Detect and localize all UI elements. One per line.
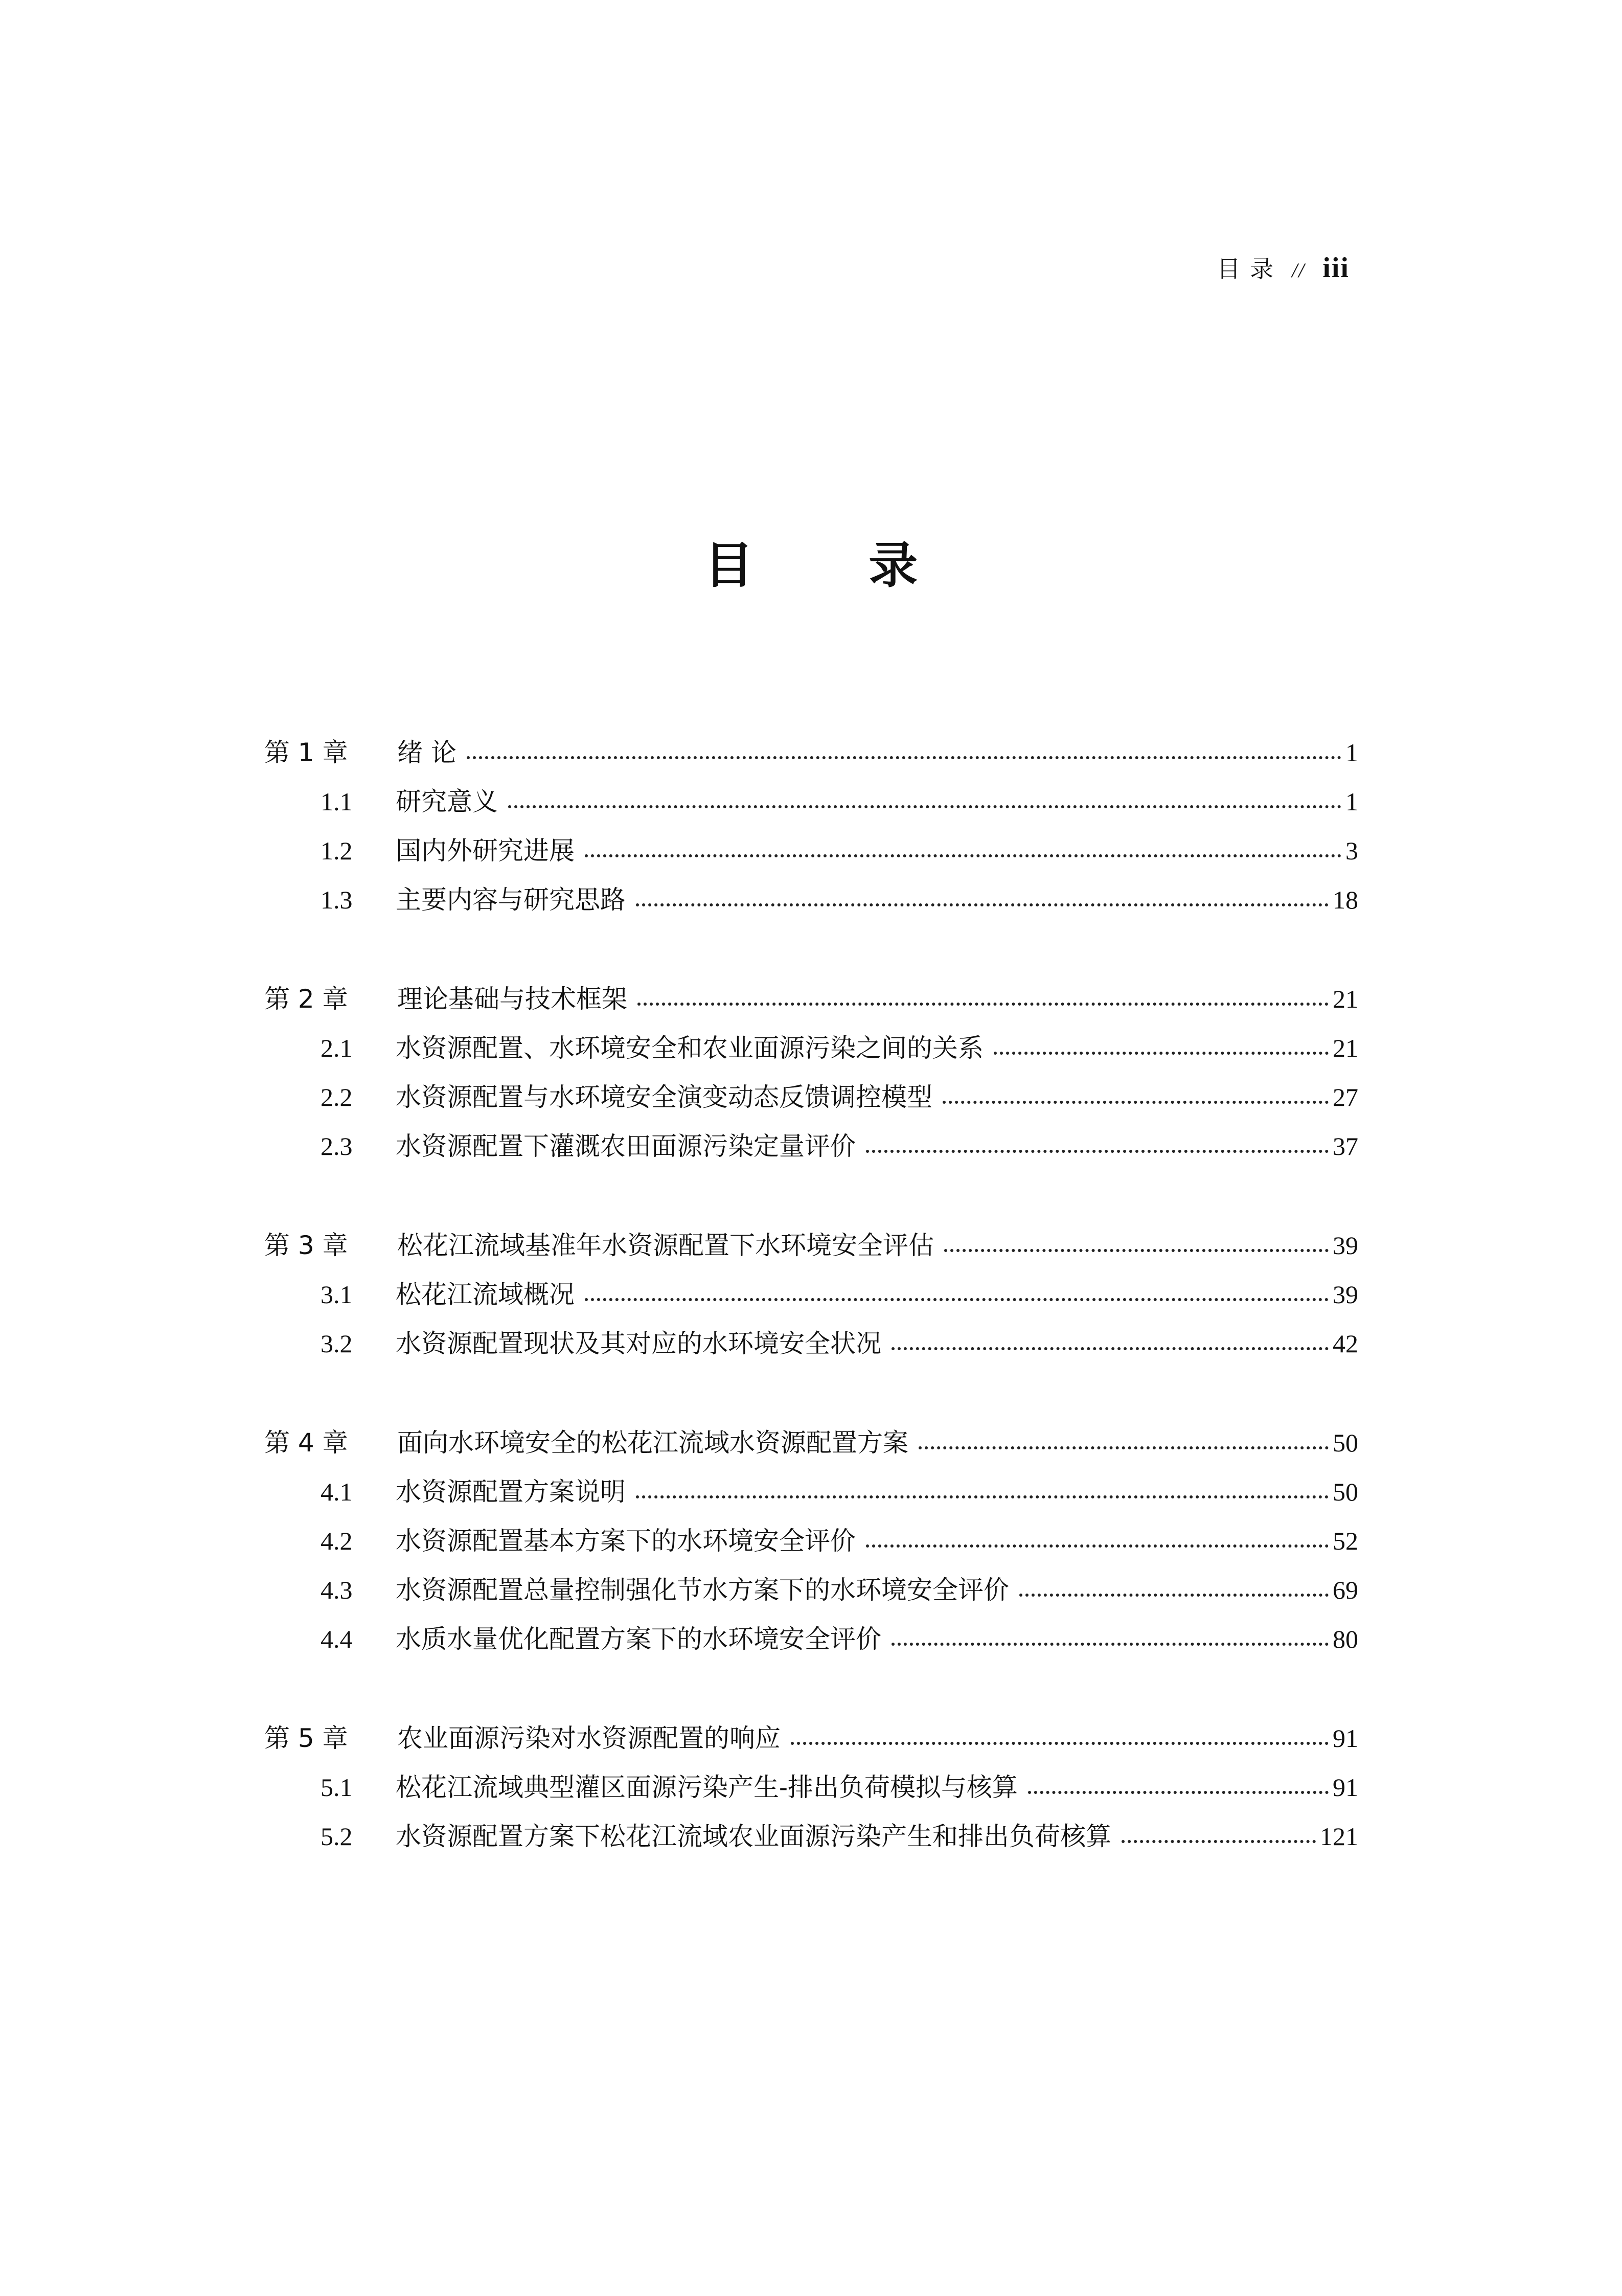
chapter-title: 绪 论 bbox=[397, 738, 456, 767]
toc-section-entry[interactable] bbox=[264, 1763, 1358, 1812]
toc-section-entry[interactable] bbox=[264, 777, 1358, 826]
toc-chapter bbox=[264, 1418, 1358, 1664]
dot-leader bbox=[467, 756, 1341, 759]
dot-leader bbox=[1019, 1593, 1329, 1597]
section-title: 主要内容与研究思路 bbox=[396, 885, 626, 915]
section-page-number: 27 bbox=[1333, 1083, 1358, 1111]
toc-section-entry[interactable] bbox=[264, 1565, 1358, 1615]
dot-leader bbox=[866, 1544, 1329, 1548]
dot-leader bbox=[636, 903, 1329, 906]
section-number: 4.2 bbox=[321, 1527, 353, 1555]
running-header-separator: // bbox=[1292, 259, 1306, 282]
section-number: 2.1 bbox=[321, 1034, 353, 1062]
toc-chapter-entry[interactable] bbox=[264, 728, 1358, 777]
section-page-number: 121 bbox=[1320, 1822, 1358, 1851]
section-number: 5.2 bbox=[321, 1822, 353, 1851]
running-header-section: 目 录 bbox=[1217, 255, 1275, 283]
chapter-number: 第 2 章 bbox=[264, 984, 348, 1014]
chapter-page-number: 50 bbox=[1333, 1428, 1358, 1457]
section-title: 水资源配置总量控制强化节水方案下的水环境安全评价 bbox=[396, 1575, 1009, 1605]
section-title: 水资源配置、水环境安全和农业面源污染之间的关系 bbox=[396, 1033, 984, 1063]
section-title: 水资源配置基本方案下的水环境安全评价 bbox=[396, 1526, 856, 1556]
section-title: 松花江流域概况 bbox=[396, 1280, 575, 1309]
dot-leader bbox=[919, 1446, 1329, 1449]
section-page-number: 52 bbox=[1333, 1527, 1358, 1555]
section-number: 2.2 bbox=[321, 1083, 353, 1111]
toc-chapter-entry[interactable] bbox=[264, 1221, 1358, 1270]
dot-leader bbox=[892, 1347, 1329, 1350]
section-page-number: 1 bbox=[1345, 787, 1358, 816]
toc-section-entry[interactable] bbox=[264, 1122, 1358, 1171]
section-title: 水资源配置方案下松花江流域农业面源污染产生和排出负荷核算 bbox=[396, 1822, 1111, 1851]
section-title: 研究意义 bbox=[396, 787, 498, 816]
running-header bbox=[1217, 251, 1350, 284]
toc-section-entry[interactable] bbox=[264, 1812, 1358, 1861]
page-title: 目 录 bbox=[704, 537, 967, 594]
toc-chapter-entry[interactable] bbox=[264, 974, 1358, 1024]
section-page-number: 42 bbox=[1333, 1329, 1358, 1358]
table-of-contents bbox=[264, 728, 1358, 1911]
section-title: 水资源配置现状及其对应的水环境安全状况 bbox=[396, 1329, 881, 1358]
chapter-page-number: 39 bbox=[1333, 1231, 1358, 1260]
section-title: 水质水量优化配置方案下的水环境安全评价 bbox=[396, 1624, 881, 1654]
chapter-page-number: 91 bbox=[1333, 1724, 1358, 1753]
section-number: 1.2 bbox=[321, 836, 353, 865]
toc-chapter-entry[interactable] bbox=[264, 1714, 1358, 1763]
toc-section-entry[interactable] bbox=[264, 1615, 1358, 1664]
chapter-number: 第 5 章 bbox=[264, 1723, 348, 1753]
section-page-number: 21 bbox=[1333, 1034, 1358, 1062]
dot-leader bbox=[1122, 1839, 1316, 1843]
dot-leader bbox=[636, 1495, 1329, 1498]
toc-section-entry[interactable] bbox=[264, 1319, 1358, 1368]
chapter-title: 面向水环境安全的松花江流域水资源配置方案 bbox=[397, 1428, 908, 1458]
toc-section-entry[interactable] bbox=[264, 1516, 1358, 1565]
section-number: 4.3 bbox=[321, 1576, 353, 1604]
chapter-title: 松花江流域基准年水资源配置下水环境安全评估 bbox=[397, 1231, 934, 1260]
section-number: 2.3 bbox=[321, 1132, 353, 1161]
section-page-number: 69 bbox=[1333, 1576, 1358, 1604]
dot-leader bbox=[944, 1248, 1329, 1252]
toc-chapter-entry[interactable] bbox=[264, 1418, 1358, 1467]
section-page-number: 50 bbox=[1333, 1477, 1358, 1506]
dot-leader bbox=[1028, 1790, 1329, 1794]
toc-chapter bbox=[264, 1221, 1358, 1368]
chapter-number: 第 4 章 bbox=[264, 1428, 348, 1458]
chapter-title: 农业面源污染对水资源配置的响应 bbox=[397, 1723, 781, 1753]
toc-section-entry[interactable] bbox=[264, 1270, 1358, 1319]
chapter-page-number: 21 bbox=[1333, 985, 1358, 1013]
dot-leader bbox=[943, 1100, 1329, 1104]
dot-leader bbox=[585, 1298, 1329, 1301]
section-page-number: 39 bbox=[1333, 1280, 1358, 1309]
section-page-number: 80 bbox=[1333, 1625, 1358, 1653]
chapter-number: 第 3 章 bbox=[264, 1231, 348, 1260]
chapter-number: 第 1 章 bbox=[264, 738, 348, 767]
toc-section-entry[interactable] bbox=[264, 826, 1358, 875]
section-title: 松花江流域典型灌区面源污染产生-排出负荷模拟与核算 bbox=[396, 1772, 1018, 1802]
section-number: 3.2 bbox=[321, 1329, 353, 1358]
chapter-title: 理论基础与技术框架 bbox=[397, 984, 627, 1014]
dot-leader bbox=[585, 854, 1341, 857]
dot-leader bbox=[994, 1051, 1329, 1055]
dot-leader bbox=[637, 1002, 1329, 1006]
toc-section-entry[interactable] bbox=[264, 1024, 1358, 1073]
toc-section-entry[interactable] bbox=[264, 875, 1358, 924]
running-header-page-number: iii bbox=[1322, 252, 1350, 284]
section-number: 4.4 bbox=[321, 1625, 353, 1653]
section-title: 水资源配置下灌溉农田面源污染定量评价 bbox=[396, 1131, 856, 1161]
section-page-number: 3 bbox=[1345, 836, 1358, 865]
chapter-page-number: 1 bbox=[1345, 738, 1358, 767]
toc-section-entry[interactable] bbox=[264, 1467, 1358, 1516]
dot-leader bbox=[508, 805, 1341, 808]
section-page-number: 91 bbox=[1333, 1773, 1358, 1802]
dot-leader bbox=[892, 1642, 1329, 1646]
section-title: 水资源配置方案说明 bbox=[396, 1477, 626, 1507]
section-number: 1.1 bbox=[321, 787, 353, 816]
section-number: 4.1 bbox=[321, 1477, 353, 1506]
toc-chapter bbox=[264, 728, 1358, 924]
section-number: 3.1 bbox=[321, 1280, 353, 1309]
section-title: 国内外研究进展 bbox=[396, 836, 575, 866]
section-title: 水资源配置与水环境安全演变动态反馈调控模型 bbox=[396, 1082, 932, 1112]
section-page-number: 18 bbox=[1333, 885, 1358, 914]
toc-section-entry[interactable] bbox=[264, 1073, 1358, 1122]
section-number: 5.1 bbox=[321, 1773, 353, 1802]
section-page-number: 37 bbox=[1333, 1132, 1358, 1161]
toc-chapter bbox=[264, 974, 1358, 1171]
section-number: 1.3 bbox=[321, 885, 353, 914]
dot-leader bbox=[866, 1149, 1329, 1153]
toc-chapter bbox=[264, 1714, 1358, 1861]
dot-leader bbox=[791, 1741, 1329, 1745]
